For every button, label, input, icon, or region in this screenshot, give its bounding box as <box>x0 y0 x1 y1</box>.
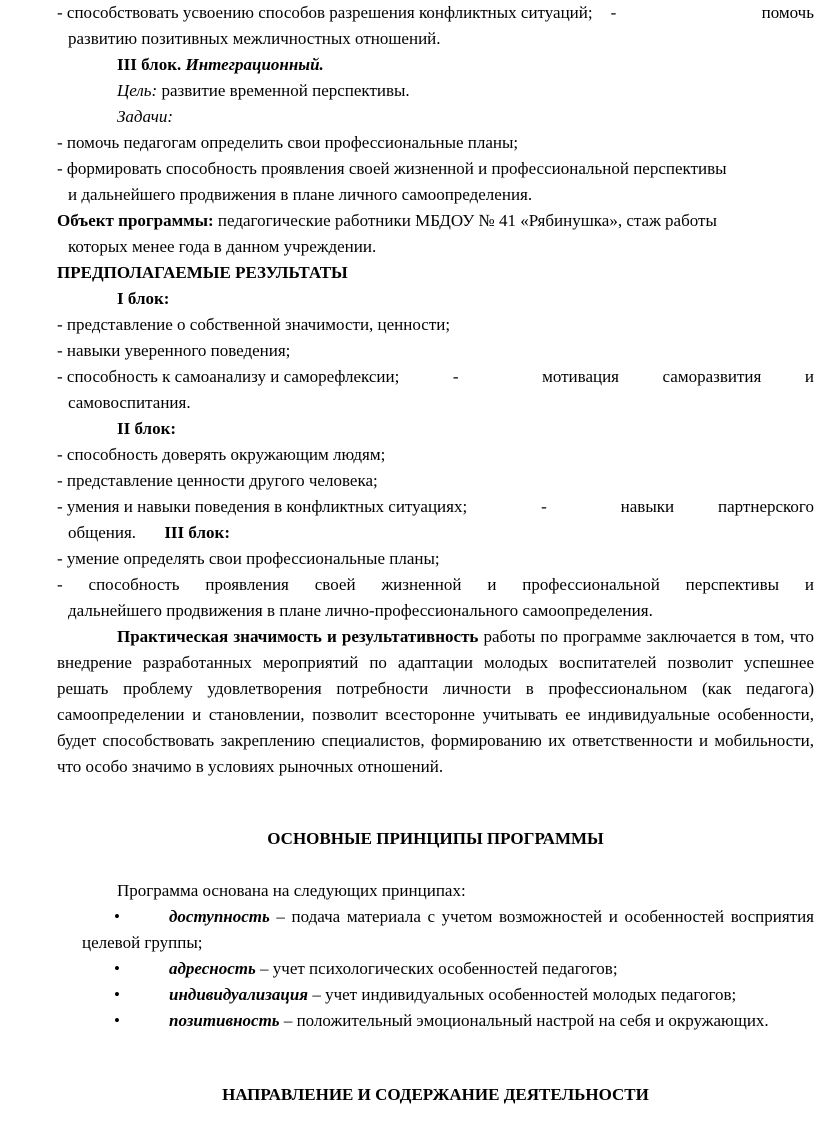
text: - способность проявления своей жизненной и профессиональной перспективы и <box>57 575 814 594</box>
text: - способность к самоанализу и саморефлексии; <box>57 367 400 386</box>
list-item <box>82 1008 814 1034</box>
bullet-icon: • <box>114 985 120 1004</box>
principles-list <box>82 904 814 1034</box>
block1-title: I блок: <box>117 289 170 308</box>
practical-label: Практическая значимость и результативность <box>117 627 479 646</box>
direction-title: НАПРАВЛЕНИЕ И СОДЕРЖАНИЕ ДЕЯТЕЛЬНОСТИ <box>222 1085 649 1104</box>
results-title: ПРЕДПОЛАГАЕМЫЕ РЕЗУЛЬТАТЫ <box>57 263 348 282</box>
text: навыки <box>620 497 675 516</box>
principle-term: адресность <box>169 959 256 978</box>
text: помочь <box>761 3 814 22</box>
text: и <box>804 367 814 386</box>
text: - помочь педагогам определить свои профессиональные планы; <box>57 133 519 152</box>
text: дальнейшего продвижения в плане лично-профессионального самоопределения. <box>68 601 653 620</box>
principles-intro: Программа основана на следующих принципах: <box>117 881 466 900</box>
text: партнерского <box>718 497 814 516</box>
text: которых менее года в данном учреждении. <box>68 237 377 256</box>
text: - <box>610 3 617 22</box>
text: - умение определять свои профессиональные планы; <box>57 549 440 568</box>
bullet-icon: • <box>114 959 120 978</box>
bullet-icon: • <box>114 907 120 926</box>
text: самовоспитания. <box>68 393 191 412</box>
result-line-6b <box>68 520 230 546</box>
result-line-6 <box>57 494 814 520</box>
text: - представление ценности другого человека; <box>57 471 378 490</box>
block3-title <box>117 52 324 78</box>
block3-name: Интеграционный. <box>185 55 324 74</box>
text: мотивация <box>542 367 620 386</box>
principle-text: – учет психологических особенностей педагогов; <box>260 959 618 978</box>
text: саморазвития <box>662 367 762 386</box>
list-item <box>82 982 814 1008</box>
text: - навыки уверенного поведения; <box>57 341 291 360</box>
text: - <box>541 497 547 516</box>
principle-term: доступность <box>169 907 270 926</box>
tasks-label: Задачи: <box>117 107 174 126</box>
goal-label: Цель: <box>117 81 158 100</box>
list-item <box>82 904 814 956</box>
block3b-title: III блок: <box>164 523 230 542</box>
task-line-1 <box>57 0 814 26</box>
block3-label: III блок. <box>117 55 182 74</box>
object-label: Объект программы: <box>57 211 214 230</box>
goal-line <box>117 78 410 104</box>
principle-term: индивидуализация <box>169 985 309 1004</box>
text: - <box>452 367 459 386</box>
result-line-8 <box>57 572 814 598</box>
object-text: педагогические работники МБДОУ № 41 «Рябинушка», стаж работы <box>217 211 717 230</box>
principle-term: позитивность <box>169 1011 280 1030</box>
text: общения. <box>68 523 137 542</box>
text: и дальнейшего продвижения в плане личного самоопределения. <box>68 185 533 204</box>
goal-text: развитие временной перспективы. <box>161 81 410 100</box>
practical-paragraph <box>57 624 814 780</box>
text: - способствовать усвоению способов разрешения конфликтных ситуаций; <box>57 3 593 22</box>
principles-title: ОСНОВНЫЕ ПРИНЦИПЫ ПРОГРАММЫ <box>267 829 604 848</box>
practical-text: работы по программе заключается в том, что внедрение разработанных мероприятий по адаптации молодых воспитателей позволит успешнее решать проблему удовлетворения потребности личности в профессиональном (как педагога) самоопределении и становлении, позволит всесторонне учитывать ее индивидуальные особенности, будет способствовать закреплению специалистов, формированию их ответственности и мобильности, что особо значимо в условиях рыночных отношений. <box>57 627 814 776</box>
principle-text: – положительный эмоциональный настрой на себя и окружающих. <box>283 1011 769 1030</box>
principle-text: – учет индивидуальных особенностей молодых педагогов; <box>312 985 737 1004</box>
list-item <box>82 956 814 982</box>
text: - представление о собственной значимости, ценности; <box>57 315 451 334</box>
text: - умения и навыки поведения в конфликтных ситуациях; <box>57 497 468 516</box>
block2-title: II блок: <box>117 419 177 438</box>
principle-text: – подача материала с учетом возможностей и особенностей восприятия целевой группы; <box>82 907 814 952</box>
text: развитию позитивных межличностных отношений. <box>68 29 441 48</box>
result-line-3 <box>57 364 814 390</box>
bullet-icon: • <box>114 1011 120 1030</box>
object-line <box>57 208 814 234</box>
text: - способность доверять окружающим людям; <box>57 445 386 464</box>
text: - формировать способность проявления своей жизненной и профессиональной перспективы <box>57 159 727 178</box>
